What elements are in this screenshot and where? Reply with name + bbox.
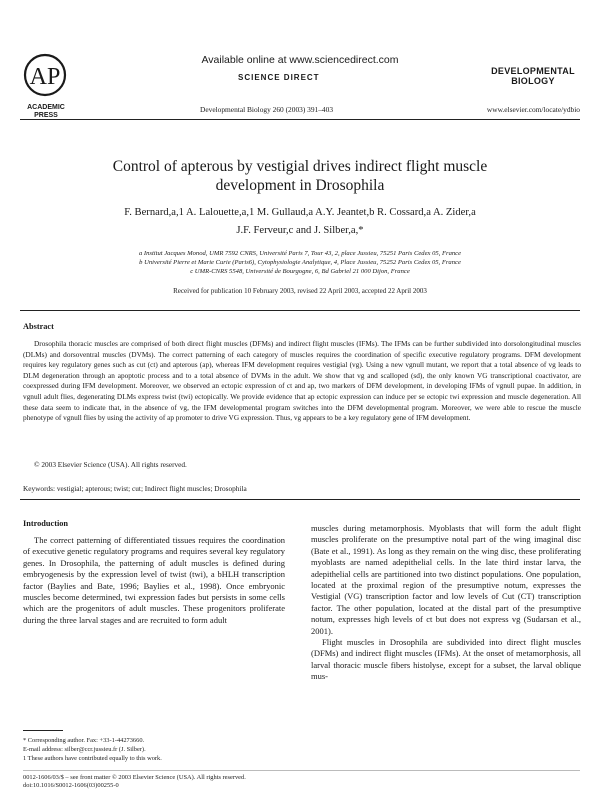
journal-url[interactable]: www.elsevier.com/locate/ydbio [486, 105, 580, 114]
sciencedirect-logo [238, 67, 364, 89]
doi-line[interactable]: doi:10.1016/S0012-1606(03)00255-0 [23, 782, 119, 789]
abstract-body [23, 339, 581, 424]
authors-line-2: J.F. Ferveur,c and J. Silber,a,* [236, 225, 364, 236]
copyright-notice: © 2003 Elsevier Science (USA). All rights reserved. [34, 460, 187, 469]
left-column [23, 535, 285, 626]
footnote-divider [23, 730, 63, 731]
sciencedirect-logo-text: SCIENCE DIRECT [238, 73, 320, 82]
received-dates: Received for publication 10 February 2003, revised 22 April 2003, accepted 22 April 2003 [173, 287, 427, 295]
introduction-heading: Introduction [23, 519, 69, 528]
intro-paragraph-continued: muscles during metamorphosis. Myoblasts that will form the adult flight muscles proliferate on the presumptive notal part of the wing imaginal disc (Bate et al., 1991). As long as they remain on the wing disc, these proliferating myoblasts are named adepithelial cells. In the late third instar larva, the adepithelial cells are partitioned into two distinct populations. One population, located at the proximal region of the presumptive notum, expresses the Vestigial (VG) transcription factor and low levels of Cut (CT) transcription factor. The other population, located at the distal part of the presumptive notum, expresses high levels of ct but does not express vg (Sudarsan et al., 2001). [311, 523, 581, 636]
title-line-1: Control of apterous by vestigial drives indirect flight muscle [112, 158, 488, 175]
journal-citation: Developmental Biology 260 (2003) 391–403 [200, 105, 334, 114]
keywords: Keywords: vestigial; apterous; twist; cut; Indirect flight muscles; Drosophila [23, 484, 247, 493]
footnote-equal-contribution: 1 These authors have contributed equally to this work. [23, 755, 162, 762]
authors-line-1: F. Bernard,a,1 A. Lalouette,a,1 M. Gullaud,a A.Y. Jeantet,b R. Cossard,a A. Zider,a [124, 207, 476, 218]
header-divider [20, 119, 580, 120]
abstract-top-divider [20, 310, 580, 311]
title-line-2: development in Drosophila [215, 177, 385, 194]
front-matter-line: 0012-1606/03/$ – see front matter © 2003 Elsevier Science (USA). All rights reserved. [23, 774, 246, 781]
intro-paragraph-1: The correct patterning of differentiated tissues requires the coordination of executive genetic regulatory programs and requires several key regulatory genes. In Drosophila, the patterning of adult muscles is defined during embryogenesis by the expression level of twist (twi), a bHLH transcription factor (Baylies and Bate, 1996; Baylies et al., 1998). Once embryonic muscles become determined, twi expression fades but persists in some cells which are the progenitors of adult muscles. These progenitors proliferate during the three larval stages and are recruited to form adult [23, 535, 285, 625]
journal-logo: DEVELOPMENTAL BIOLOGY [491, 66, 575, 86]
bottom-divider [23, 770, 580, 771]
article-title [60, 157, 540, 195]
abstract-bottom-divider [20, 499, 580, 500]
abstract-paragraph: Drosophila thoracic muscles are comprised of both direct flight muscles (DFMs) and indirect flight muscles (IFMs). The IFMs can be further subdivided into dorsolongitudinal muscles (DLMs) and dorsoventral muscles (DVMs). The correct patterning of each category of muscles requires the coordination of specific executive regulatory programs. DFM development requires key regulatory genes such as cut (ct) and apterous (ap), whereas IFM development requires vestigial (vg). Using a new vgnull mutant, we report that a total absence of vg leads to DLM degeneration through an apoptotic process and to a total absence of DVMs in the adult. We show that vg and scalloped (sd), the only known VG transcriptional coactivator, are coexpressed during IFM development. Moreover, we observed an ectopic expression of ct and ap, two markers of DFM development, in developing IFMs of vgnull pupae. In addition, in vgnull adult flies, degenerating DLMs express twist (twi) ectopically. We provide evidence that ap ectopic expression can induce per se ectopic twi expression and muscle degeneration. All these data seem to indicate that, in the absence of vg, the IFM developmental program switches into the DFM developmental program. Moreover, we were able to rescue the muscle phenotype of vgnull flies by using the activity of ap promoter to drive VG expression. Thus, vg appears to be a key regulatory gene of IFM development. [23, 339, 581, 423]
affiliation-b: b Université Pierre et Marie Curie (Paris6), Cytophysiologie Analytique, 4, Place Jussieu, 75252 Paris Cedex 05, France [139, 259, 461, 266]
front-matter-info [23, 774, 246, 790]
abstract-heading: Abstract [23, 322, 54, 331]
available-online-notice: Available online at www.sciencedirect.com [201, 54, 399, 66]
affiliation-a: a Institut Jacques Monod, UMR 7592 CNRS, Université Paris 7, Tour 43, 2, place Jussieu, 75251 Paris Cedex 05, France [138, 250, 462, 257]
footnote-email: E-mail address: silber@ccr.jussieu.fr (J. Silber). [23, 746, 146, 753]
publisher-name: ACADEMIC PRESS [27, 104, 65, 119]
svg-text:AP: AP [29, 64, 61, 90]
affiliation-c: c UMR-CNRS 5548, Université de Bourgogne, 6, Bd Gabriel 21 000 Dijon, France [190, 268, 410, 275]
footnote-corresponding-author: * Corresponding author. Fax: +33-1-44273660. [23, 737, 145, 744]
right-column [311, 523, 581, 683]
intro-paragraph-2: Flight muscles in Drosophila are subdivided into direct flight muscles (DFMs) and indirect flight muscles (IFMs). At the onset of metamorphosis, all larval thoracic muscle fibers histolyse, except for a subset, the larval oblique mus- [311, 637, 581, 682]
